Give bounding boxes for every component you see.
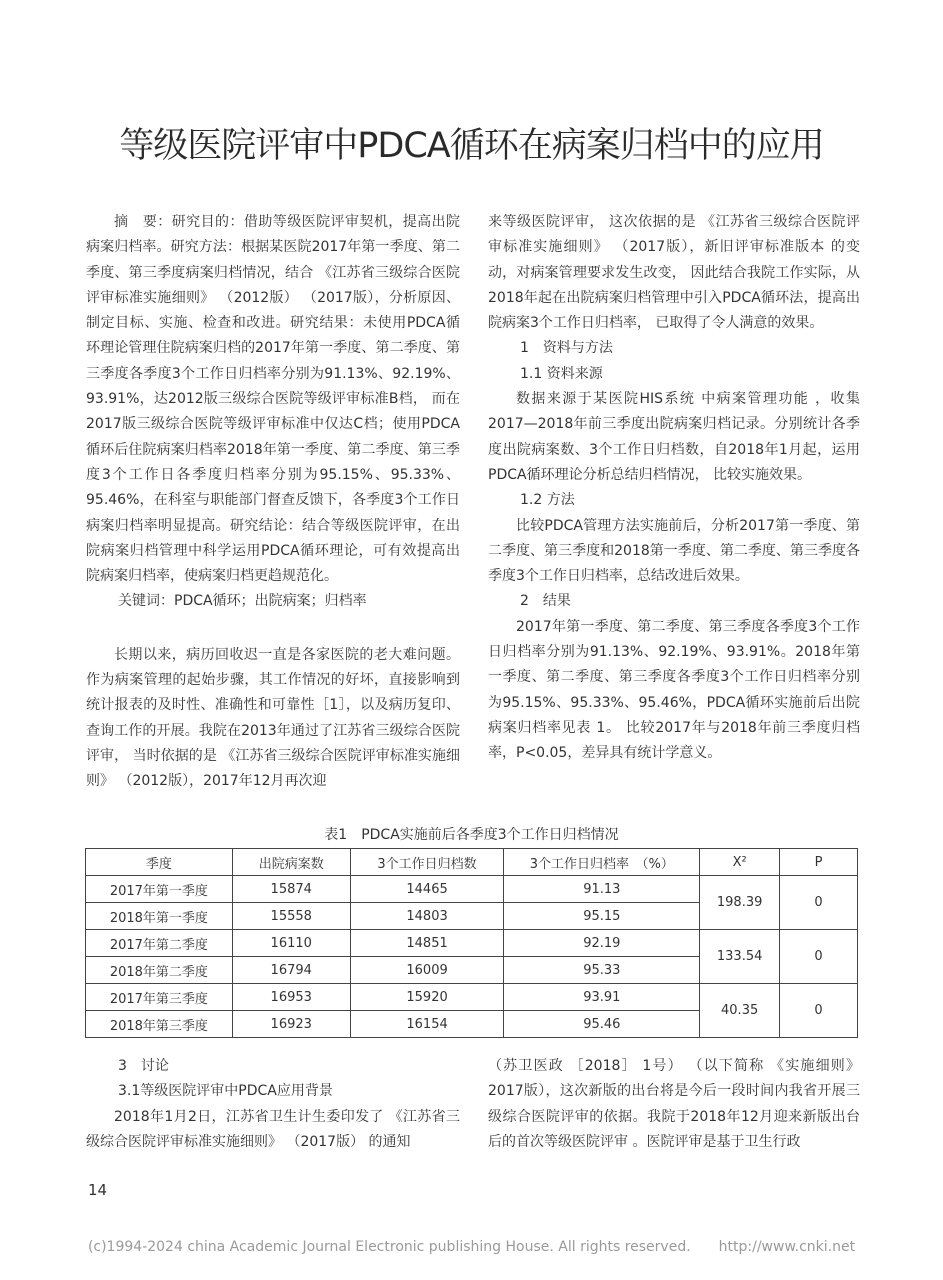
table-header-cell: 季度 [86, 849, 233, 876]
table-cell: 15558 [232, 903, 350, 930]
table-cell: 93.91 [504, 984, 700, 1011]
keywords-text: PDCA循环；出院病案；归档率 [174, 593, 367, 610]
table-caption: 表1 PDCA实施前后各季度3个工作日归档情况 [324, 827, 619, 843]
table-cell: 16794 [232, 957, 350, 984]
section-3-heading: 3 讨论 [118, 1058, 169, 1074]
table-cell: 14803 [350, 903, 504, 930]
keywords-label: 关键词： [118, 593, 174, 610]
table-cell: 91.13 [504, 876, 700, 903]
table-header-cell: 3个工作日归档率 （%） [504, 849, 700, 876]
table-cell: 15920 [350, 984, 504, 1011]
table-cell: 16110 [232, 930, 350, 957]
intro-paragraph-left: 长期以来，病历回收迟一直是各家医院的老大难问题。作为病案管理的起始步骤，其工作情况的好坏，直接影响到统计报表的及时性、准确性和可靠性［1］，以及病历复印、查询工作的开展。我院在2013年通过了江苏省三级综合医院评审， 当时依据的是 《江苏省三级综合医院评审标准实施细则》 （2012版），2017年12月再次迎 [86, 646, 460, 790]
section-1-2-text: 比较PDCA管理方法实施前后，分析2017第一季度、第二季度、第三季度和2018第一季度、第二季度、第三季度各季度3个工作日归档率，总结改进后效果。 [488, 517, 860, 585]
table-cell: 16953 [232, 984, 350, 1011]
left-column [86, 210, 460, 795]
paper-title: 等级医院评审中PDCA循环在病案归档中的应用 [119, 126, 824, 166]
bottom-left-column [86, 1054, 460, 1155]
p-value-cell: 0 [780, 984, 858, 1038]
abstract [86, 210, 460, 589]
table-cell: 16154 [350, 1011, 504, 1038]
table-cell: 14851 [350, 930, 504, 957]
table-cell: 16009 [350, 957, 504, 984]
p-value-cell: 0 [780, 876, 858, 930]
section-3-1-heading: 3.1等级医院评审中PDCA应用背景 [118, 1083, 333, 1100]
table-cell: 16923 [232, 1011, 350, 1038]
table-cell: 2017年第二季度 [86, 930, 233, 957]
table-cell: 2018年第一季度 [86, 903, 233, 930]
section-1-1-heading: 1.1 资料来源 [520, 365, 603, 382]
chi-square-cell: 133.54 [700, 930, 780, 984]
table-header-cell: X² [700, 849, 780, 876]
table-cell: 15874 [232, 876, 350, 903]
section-3-1-text-left: 2018年1月2日，江苏省卫生计生委印发了 《江苏省三级综合医院评审标准实施细则》 （2017版） 的通知 [86, 1108, 460, 1150]
table-cell: 95.33 [504, 957, 700, 984]
chi-square-cell: 198.39 [700, 876, 780, 930]
table-header-cell: 3个工作日归档数 [350, 849, 504, 876]
table-cell: 14465 [350, 876, 504, 903]
section-2-heading: 2 结果 [520, 593, 571, 610]
table-cell: 95.15 [504, 903, 700, 930]
bottom-right-column [488, 1054, 860, 1155]
table-row [86, 930, 858, 957]
chi-square-cell: 40.35 [700, 984, 780, 1038]
results-table [85, 848, 858, 1038]
intro-paragraph-right: 来等级医院评审， 这次依据的是 《江苏省三级综合医院评审标准实施细则》 （2017版），新旧评审标准版本 的变动，对病案管理要求发生改变， 因此结合我院工作实际，从2018年起在出院病案归档管理中引入PDCA循环法，提高出院病案3个工作日归档率， 已取得了令人满意的效果。 [488, 214, 860, 332]
p-value-cell: 0 [780, 930, 858, 984]
section-2-text: 2017年第一季度、第二季度、第三季度各季度3个工作日归档率分别为91.13%、92.19%、93.91%。2018年第一季度、第二季度、第三季度各季度3个工作日归档率分别为95.15%、95.33%、95.46%，PDCA循环实施前后出院病案归档率见表 1。 比较2017年与2018年前三季度归档率，P<0.05，差异具有统计学意义。 [488, 618, 860, 762]
table-cell: 2018年第三季度 [86, 1011, 233, 1038]
table-cell: 92.19 [504, 930, 700, 957]
table-cell: 2017年第三季度 [86, 984, 233, 1011]
abstract-label: 摘 要： [114, 214, 172, 230]
page-number: 14 [88, 1181, 108, 1199]
abstract-text: 研究目的：借助等级医院评审契机，提高出院病案归档率。研究方法：根据某医院2017年第一季度、第二季度、第三季度病案归档情况，结合 《江苏省三级综合医院评审标准实施细则》 （2012版） （2017版），分析原因、制定目标、实施、检查和改进。研究结果：未使用PDCA循环理论管理住院病案归档的2017年第一季度、第二季度、第三季度各季度3个工作日归档率分别为91.13%、92.19%、93.91%，达2012版三级综合医院等级评审标准B档， 而在2017版三级综合医院等级评审标准中仅达C档；使用PDCA循环后住院病案归档率2018年第一季度、第二季度、第三季度3个工作日各季度归档率分别为95.15%、95.33%、95.46%，在科室与职能部门督查反馈下，各季度3个工作日病案归档率明显提高。研究结论：结合等级医院评审，在出院病案归档管理中科学运用PDCA循环理论，可有效提高出院病案归档率，使病案归档更趋规范化。 [86, 214, 461, 585]
section-1-1-text: 数据来源于某医院HIS系统 中病案管理功能 ，收集2017—2018年前三季度出院病案归档记录。分别统计各季度出院病案数、3个工作日归档数，自2018年1月起，运用PDCA循环理论分析总结归档情况， 比较实施效果。 [488, 391, 860, 483]
section-1-heading: 1 资料与方法 [520, 340, 613, 357]
table-row [86, 876, 858, 903]
table-row [86, 984, 858, 1011]
table-header-row [86, 849, 858, 876]
copyright-footer: (c)1994-2024 china Academic Journal Electronic publishing House. All rights reserved. http://www.cnki.net [87, 1239, 856, 1255]
section-3-1-text-right: （苏卫医政 ［2018］ 1号） （以下简称 《实施细则》 2017版），这次新版的出台将是今后一段时间内我省开展三级综合医院评审的依据。我院于2018年12月迎来新版出台后的首次等级医院评审 。医院评审是基于卫生行政 [488, 1058, 860, 1150]
section-1-2-heading: 1.2 方法 [520, 492, 575, 509]
table-cell: 95.46 [504, 1011, 700, 1038]
table-header-cell: 出院病案数 [232, 849, 350, 876]
keywords [86, 589, 460, 614]
table-header-cell: P [780, 849, 858, 876]
table-cell: 2017年第一季度 [86, 876, 233, 903]
right-column [488, 210, 860, 767]
table-cell: 2018年第二季度 [86, 957, 233, 984]
